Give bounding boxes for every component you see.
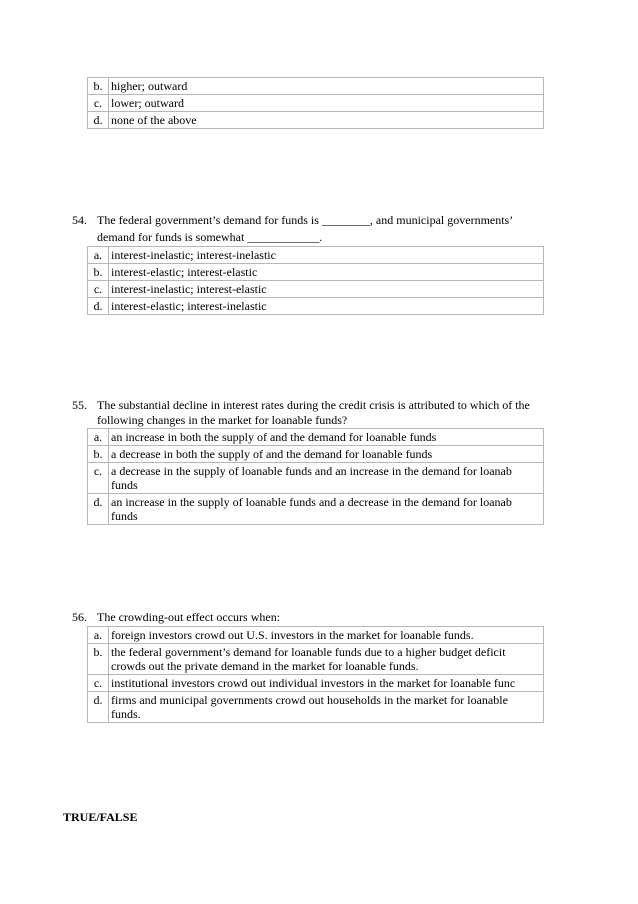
option-row-c: [88, 281, 544, 298]
option-text-line2: funds: [111, 509, 138, 523]
options-table-prev: [87, 77, 544, 129]
option-row-b: [88, 644, 544, 675]
question-text-line2: following changes in the market for loanable funds?: [97, 413, 348, 427]
option-text: a decrease in both the supply of and the demand for loanable funds: [109, 446, 544, 463]
option-letter: d.: [88, 298, 109, 315]
option-text: interest-elastic; interest-elastic: [109, 264, 544, 281]
option-text: an increase in both the supply of and the demand for loanable funds: [109, 429, 544, 446]
option-text-line1: a decrease in the supply of loanable funds and an increase in the demand for loanab: [111, 464, 512, 478]
option-text: institutional investors crowd out individual investors in the market for loanable func: [109, 675, 544, 692]
options-table-55: [87, 428, 544, 525]
options-table-56: [87, 626, 544, 723]
option-letter: a.: [88, 429, 109, 446]
option-row-c: [88, 463, 544, 494]
option-text: [109, 494, 544, 525]
option-row-d: [88, 112, 544, 129]
option-letter: a.: [88, 247, 109, 264]
question-number: 56.: [72, 610, 87, 624]
options-table-54: [87, 246, 544, 315]
option-row-a: [88, 627, 544, 644]
option-text: higher; outward: [109, 78, 544, 95]
option-text-line2: funds.: [111, 707, 141, 721]
option-text-line1: firms and municipal governments crowd out households in the market for loanable: [111, 693, 508, 707]
option-letter: b.: [88, 78, 109, 95]
option-row-d: [88, 692, 544, 723]
option-letter: d.: [88, 494, 109, 525]
question-text-line2: demand for funds is somewhat ____________.: [97, 230, 323, 244]
option-text: [109, 463, 544, 494]
option-text: interest-inelastic; interest-inelastic: [109, 247, 544, 264]
option-row-b: [88, 78, 544, 95]
question-text-line1: The crowding-out effect occurs when:: [97, 610, 281, 624]
option-text: interest-elastic; interest-inelastic: [109, 298, 544, 315]
option-row-d: [88, 494, 544, 525]
option-row-b: [88, 446, 544, 463]
option-text: [109, 644, 544, 675]
option-text: interest-inelastic; interest-elastic: [109, 281, 544, 298]
option-letter: b.: [88, 644, 109, 675]
option-row-a: [88, 429, 544, 446]
option-letter: c.: [88, 95, 109, 112]
option-text-line1: the federal government’s demand for loanable funds due to a higher budget deficit: [111, 645, 506, 659]
question-number: 55.: [72, 398, 87, 412]
option-text-line2: funds: [111, 478, 138, 492]
option-text-line2: crowds out the private demand in the market for loanable funds.: [111, 659, 419, 673]
option-text: lower; outward: [109, 95, 544, 112]
question-text-line1: The federal government’s demand for funds is ________, and municipal governments’: [97, 213, 514, 227]
question-text-line1: The substantial decline in interest rates during the credit crisis is attributed to which of the: [97, 398, 530, 412]
section-heading: TRUE/FALSE: [63, 810, 138, 824]
option-letter: c.: [88, 675, 109, 692]
option-row-a: [88, 247, 544, 264]
option-row-d: [88, 298, 544, 315]
option-text: none of the above: [109, 112, 544, 129]
option-letter: c.: [88, 463, 109, 494]
option-text-line1: an increase in the supply of loanable funds and a decrease in the demand for loanab: [111, 495, 512, 509]
option-letter: d.: [88, 112, 109, 129]
option-letter: d.: [88, 692, 109, 723]
option-text: foreign investors crowd out U.S. investors in the market for loanable funds.: [109, 627, 544, 644]
option-letter: c.: [88, 281, 109, 298]
option-row-c: [88, 675, 544, 692]
question-number: 54.: [72, 213, 87, 227]
option-letter: b.: [88, 446, 109, 463]
option-row-b: [88, 264, 544, 281]
option-letter: a.: [88, 627, 109, 644]
option-text: [109, 692, 544, 723]
option-row-c: [88, 95, 544, 112]
option-letter: b.: [88, 264, 109, 281]
